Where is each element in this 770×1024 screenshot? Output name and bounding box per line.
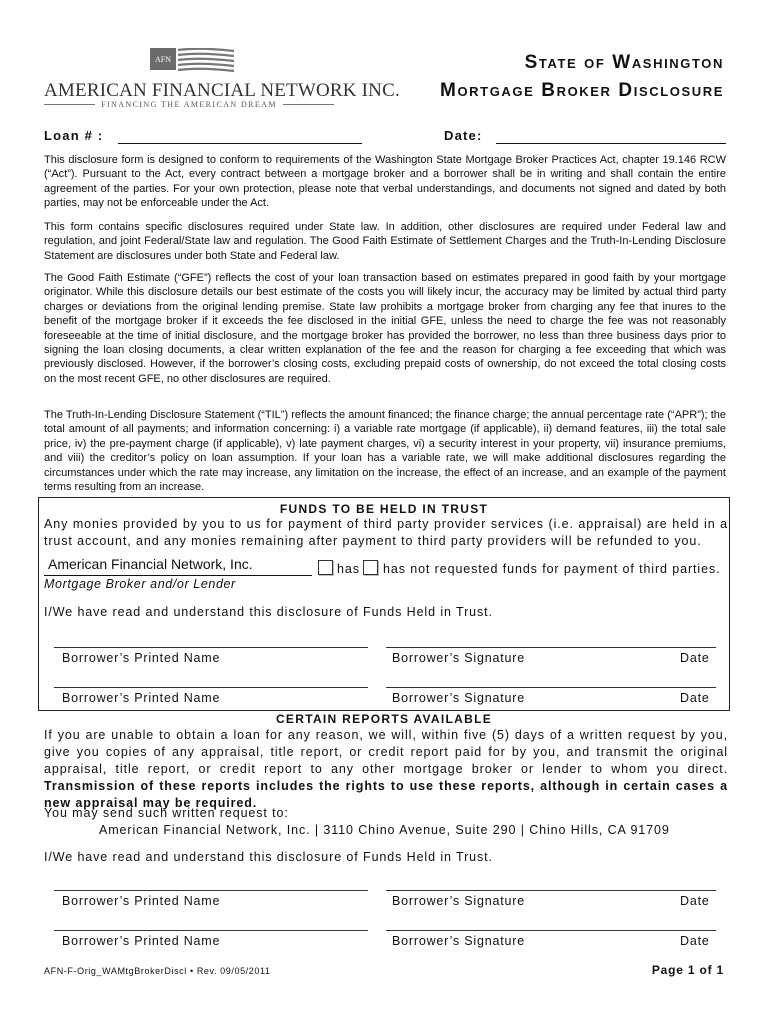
reports-body-text: If you are unable to obtain a loan for any reason, we will, within five (5) days of a written request by you, give you copies of any appraisal, title report, or credit report paid for by you, and transmit the original appraisal, title report, or credit report to any other mortgage broker or lender to whom you direct. xyxy=(44,728,728,776)
reports-heading: CERTAIN REPORTS AVAILABLE xyxy=(275,712,493,726)
date-field[interactable] xyxy=(496,143,726,144)
loan-number-field[interactable] xyxy=(118,143,362,144)
intro-paragraph-3: The Good Faith Estimate (“GFE”) reflects the cost of your loan transaction based on estimates prepared in good faith by your mortgage originator. While this disclosure details our best estimate of the costs you will likely incur, the accuracy may be limited by actual third party charges or deviations from the original lending premise. State law prohibits a mortgage broker from charging any fee that inures to the benefit of the mortgage broker if it exceeds the fee disclosed in the initial GFE, unless the need to charge the fee was not reasonably foreseeable at the time of initial disclosure, and the mortgage broker has provided the borrower, no less than three business days prior to signing the loan closing documents, a clear written explanation of the fee and the reason for charging a fee exceeding that which was previously disclosed. However, if the borrower’s closing costs, excluding prepaid costs of ownership, do not exceed the total closing costs on the most recent GFE, no other disclosures are required. xyxy=(44,272,726,385)
document-title-line1: State of Washington xyxy=(524,52,724,73)
document-title-line2: Mortgage Broker Disclosure xyxy=(440,80,724,101)
trust-acknowledgement: I/We have read and understand this disclosure of Funds Held in Trust. xyxy=(44,605,493,619)
reports-bold-note: Transmission of these reports includes the rights to use these reports, although in certain cases a new appraisal may be required. xyxy=(44,779,728,810)
borrower2-signature-line[interactable] xyxy=(386,687,716,688)
printed-name-label: Borrower’s Printed Name xyxy=(62,934,221,948)
company-address: American Financial Network, Inc. | 3110 Chino Avenue, Suite 290 | Chino Hills, CA 91709 xyxy=(99,823,670,837)
loan-number-label: Loan # : xyxy=(44,128,104,143)
broker-name: American Financial Network, Inc. xyxy=(48,556,253,572)
borrower4-name-line[interactable] xyxy=(54,930,368,931)
date-label: Date: xyxy=(444,128,483,143)
reports-body xyxy=(44,727,728,812)
company-tagline xyxy=(44,100,334,109)
company-name: AMERICAN FINANCIAL NETWORK INC. xyxy=(44,80,400,101)
date-sig-label: Date xyxy=(680,894,710,908)
send-request-label: You may send such written request to: xyxy=(44,806,289,820)
borrower3-name-line[interactable] xyxy=(54,890,368,891)
borrower2-name-line[interactable] xyxy=(54,687,368,688)
funds-in-trust-body: Any monies provided by you to us for payment of third party provider services (i.e. appraisal) are held in a trust account, and any monies remaining after payment to third party providers will be refunded to you. xyxy=(44,517,728,548)
signature-label: Borrower’s Signature xyxy=(392,691,525,705)
funds-in-trust-heading: FUNDS TO BE HELD IN TRUST xyxy=(279,502,489,516)
intro-paragraph-4: The Truth-In-Lending Disclosure Statement (“TIL”) reflects the amount financed; the finance charge; the annual percentage rate (“APR”); the total amount of all payments; and information concerning: i) a variable rate mortgage (if applicable), ii) demand features, iii) the total sale price, iv) the pre-payment charge (if applicable), v) late payment charges, vi) a security interest in your property, vii) insurance premiums, and viii) the creditor’s policy on loan assumption. If your loan has a variable rate, we will make additional disclosures regarding the circumstances under which the rate may increase, any limitation on the increase, the effect of an increase, and an example of the payment terms resulting from an increase. xyxy=(44,409,726,494)
borrower1-name-line[interactable] xyxy=(54,647,368,648)
printed-name-label: Borrower’s Printed Name xyxy=(62,651,221,665)
signature-label: Borrower’s Signature xyxy=(392,934,525,948)
signature-label: Borrower’s Signature xyxy=(392,651,525,665)
printed-name-label: Borrower’s Printed Name xyxy=(62,894,221,908)
signature-label: Borrower’s Signature xyxy=(392,894,525,908)
has-not-label: has not requested funds for payment of third parties. xyxy=(383,562,721,576)
borrower3-signature-line[interactable] xyxy=(386,890,716,891)
reports-acknowledgement: I/We have read and understand this disclosure of Funds Held in Trust. xyxy=(44,850,493,864)
svg-text:AFN: AFN xyxy=(154,55,172,64)
broker-role-label: Mortgage Broker and/or Lender xyxy=(44,577,236,591)
tagline-text: FINANCING THE AMERICAN DREAM xyxy=(101,100,277,109)
has-label: has xyxy=(337,562,360,576)
date-sig-label: Date xyxy=(680,691,710,705)
form-id-footer: AFN-F-Orig_WAMtgBrokerDiscl • Rev. 09/05/2011 xyxy=(44,966,271,976)
broker-name-line xyxy=(44,575,312,576)
borrower1-signature-line[interactable] xyxy=(386,647,716,648)
printed-name-label: Borrower’s Printed Name xyxy=(62,691,221,705)
intro-paragraph-1: This disclosure form is designed to conform to requirements of the Washington State Mortgage Broker Practices Act, chapter 19.146 RCW (“Act”). Pursuant to the Act, every contract between a mortgage broker and a borrower shall be in writing and shall contain the entire agreement of the parties. For your own protection, please note that verbal understandings, and documents not signed and dated by both parties, may not be enforceable under the Act. xyxy=(44,154,726,210)
intro-paragraph-2: This form contains specific disclosures required under State law. In addition, other disclosures are required under Federal law and regulation, and joint Federal/State law and regulation. The Good Faith Estimate of Settlement Charges and the Truth-In-Lending Disclosure Statement are disclosures under both State and Federal law. xyxy=(44,221,726,262)
borrower4-signature-line[interactable] xyxy=(386,930,716,931)
has-not-requested-checkbox[interactable] xyxy=(363,560,378,575)
afn-flag-logo xyxy=(150,48,234,74)
page-number: Page 1 of 1 xyxy=(651,963,724,977)
has-requested-checkbox[interactable] xyxy=(318,560,333,575)
date-sig-label: Date xyxy=(680,651,710,665)
date-sig-label: Date xyxy=(680,934,710,948)
